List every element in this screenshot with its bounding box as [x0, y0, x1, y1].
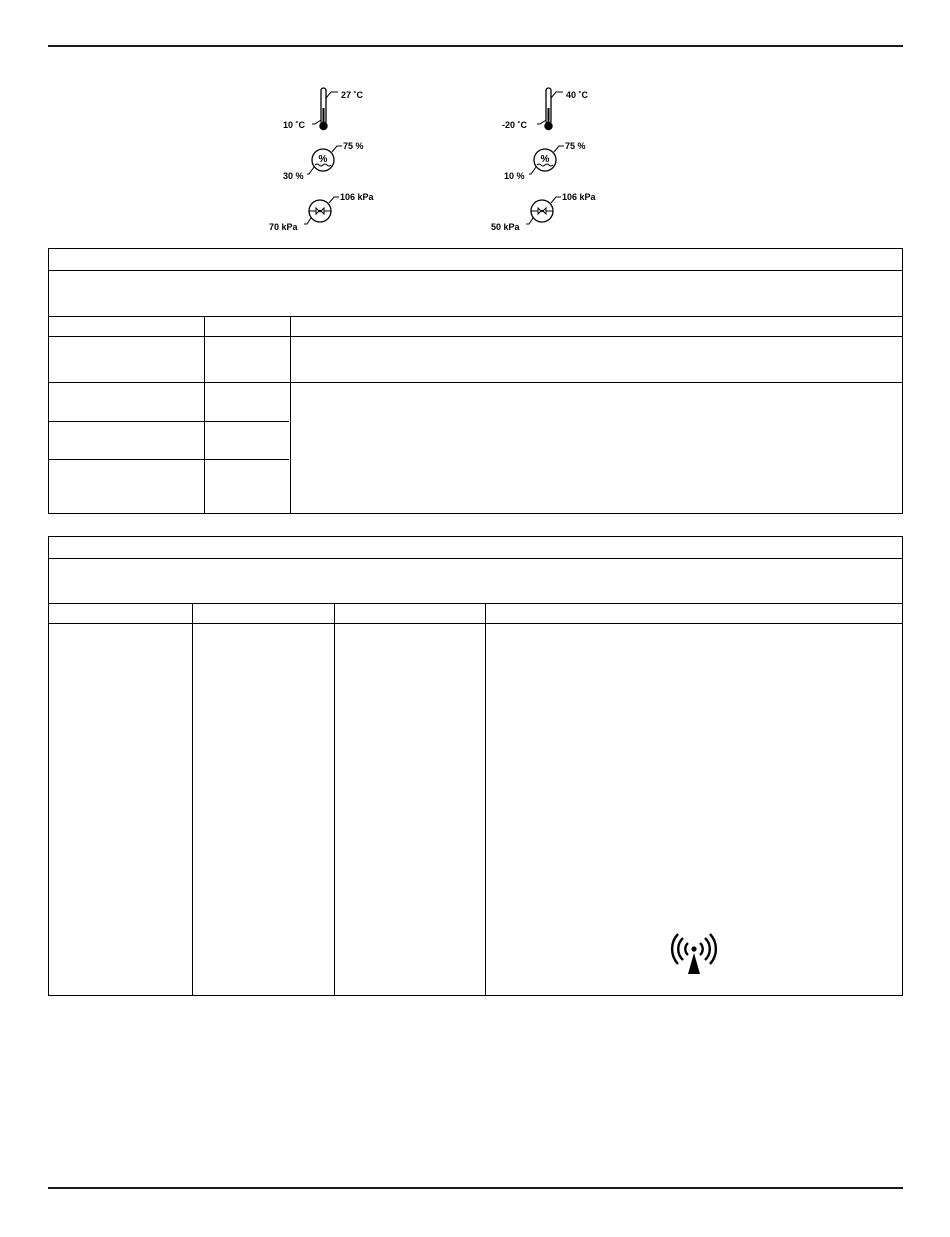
operating-humidity-min: 30 % [283, 171, 304, 181]
transport-pressure-max: 106 kPa [562, 192, 596, 202]
immunity-table [48, 536, 903, 996]
operating-temp-max: 27 ˚C [341, 90, 364, 100]
table-title-row [49, 537, 902, 558]
table-description-row [49, 559, 902, 603]
emissions-table [48, 248, 903, 514]
table-row [49, 422, 290, 459]
transport-humidity-max: 75 % [565, 141, 586, 151]
operating-temp-min: 10 ˚C [283, 120, 306, 130]
table-row [49, 624, 902, 996]
operating-pressure-min: 70 kPa [269, 222, 298, 232]
table-header-row [49, 317, 902, 336]
transport-pressure-min: 50 kPa [491, 222, 520, 232]
table-title-row [49, 249, 902, 270]
transport-temp-min: -20 ˚C [502, 120, 528, 130]
operating-pressure-max: 106 kPa [340, 192, 374, 202]
humidity-icon [529, 140, 569, 180]
pressure-icon [525, 191, 565, 231]
table-row [49, 460, 290, 513]
svg-text:%: % [318, 154, 328, 165]
table-description-row [49, 271, 902, 316]
pressure-icon [303, 191, 343, 231]
top-rule [48, 45, 903, 47]
svg-text:%: % [540, 154, 550, 165]
transport-temp-max: 40 ˚C [566, 90, 589, 100]
humidity-icon [307, 140, 347, 180]
table-row [49, 337, 902, 382]
operating-humidity-max: 75 % [343, 141, 364, 151]
bottom-rule [48, 1187, 903, 1189]
non-ionizing-radiation-icon [669, 933, 719, 975]
table-row [49, 383, 290, 421]
transport-humidity-min: 10 % [504, 171, 525, 181]
table-header-row [49, 604, 902, 623]
